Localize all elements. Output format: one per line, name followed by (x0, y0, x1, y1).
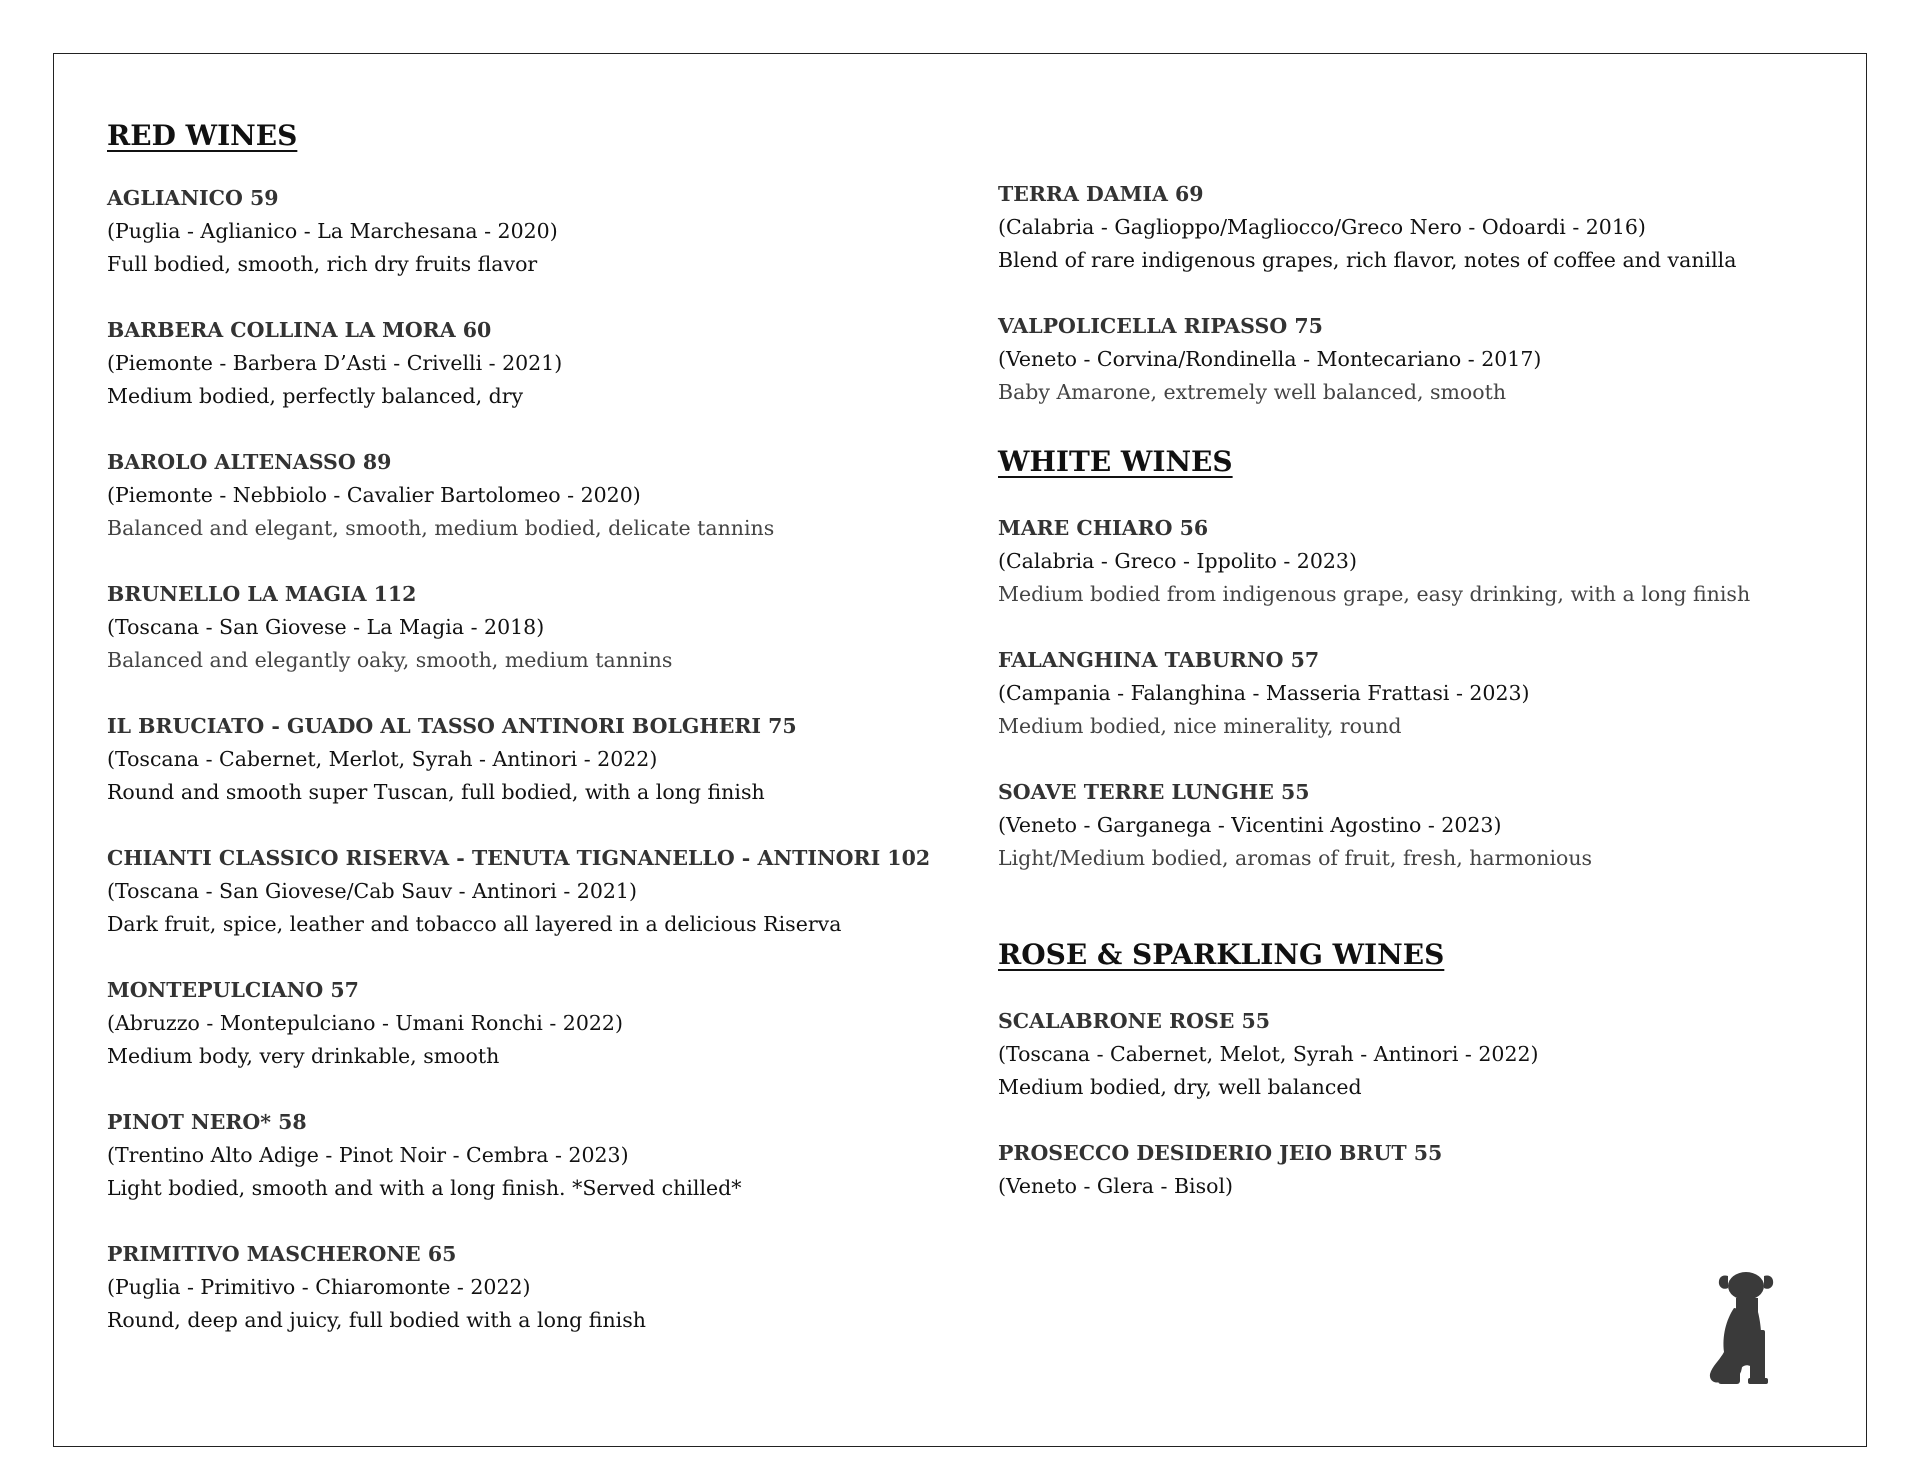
wine-name: TERRA DAMIA 69 (998, 182, 1204, 206)
wine-origin: (Calabria - Greco - Ippolito - 2023) (998, 549, 1357, 573)
wine-description: Medium bodied, nice minerality, round (998, 714, 1402, 738)
wine-name: MONTEPULCIANO 57 (107, 978, 359, 1002)
wine-name: MARE CHIARO 56 (998, 516, 1209, 540)
wine-origin: (Trentino Alto Adige - Pinot Noir - Cembra - 2023) (107, 1143, 629, 1167)
wine-name: BARBERA COLLINA LA MORA 60 (107, 318, 492, 342)
wine-description: Dark fruit, spice, leather and tobacco all layered in a delicious Riserva (107, 912, 842, 936)
wine-origin: (Veneto - Garganega - Vicentini Agostino - 2023) (998, 813, 1502, 837)
wine-origin: (Campania - Falanghina - Masseria Frattasi - 2023) (998, 681, 1530, 705)
wine-name: FALANGHINA TABURNO 57 (998, 648, 1320, 672)
wine-name: PINOT NERO* 58 (107, 1110, 307, 1134)
wine-name: SOAVE TERRE LUNGHE 55 (998, 780, 1310, 804)
wine-item (107, 1238, 987, 1337)
wine-origin: (Veneto - Glera - Bisol) (998, 1174, 1234, 1198)
wine-description: Medium bodied, dry, well balanced (998, 1075, 1362, 1099)
wine-origin: (Puglia - Aglianico - La Marchesana - 2020) (107, 219, 558, 243)
wine-item (998, 1137, 1858, 1203)
dog-icon (1706, 1270, 1786, 1386)
wine-origin: (Toscana - San Giovese - La Magia - 2018) (107, 615, 545, 639)
wine-description: Round, deep and juicy, full bodied with a long finish (107, 1308, 646, 1332)
wine-origin: (Puglia - Primitivo - Chiaromonte - 2022) (107, 1275, 531, 1299)
wine-description: Medium bodied, perfectly balanced, dry (107, 384, 524, 408)
wine-description: Round and smooth super Tuscan, full bodied, with a long finish (107, 780, 765, 804)
wine-origin: (Toscana - Cabernet, Merlot, Syrah - Antinori - 2022) (107, 747, 658, 771)
wine-name: IL BRUCIATO - GUADO AL TASSO ANTINORI BOLGHERI 75 (107, 714, 797, 738)
wine-item (998, 776, 1858, 875)
wine-description: Light bodied, smooth and with a long finish. *Served chilled* (107, 1176, 742, 1200)
wine-item (998, 512, 1858, 611)
wine-description: Baby Amarone, extremely well balanced, smooth (998, 380, 1507, 404)
wine-item (998, 644, 1858, 743)
wine-name: PROSECCO DESIDERIO JEIO BRUT 55 (998, 1141, 1443, 1165)
wine-name: BAROLO ALTENASSO 89 (107, 450, 392, 474)
wine-description: Light/Medium bodied, aromas of fruit, fresh, harmonious (998, 846, 1593, 870)
wine-description: Balanced and elegantly oaky, smooth, medium tannins (107, 648, 673, 672)
wine-item (107, 314, 987, 413)
wine-origin: (Calabria - Gaglioppo/Magliocco/Greco Nero - Odoardi - 2016) (998, 215, 1646, 239)
wine-origin: (Toscana - San Giovese/Cab Sauv - Antinori - 2021) (107, 879, 637, 903)
wine-item (107, 710, 987, 809)
wine-origin: (Veneto - Corvina/Rondinella - Montecariano - 2017) (998, 347, 1542, 371)
wine-item (107, 974, 987, 1073)
right-column (998, 178, 1858, 1236)
wine-description: Blend of rare indigenous grapes, rich flavor, notes of coffee and vanilla (998, 248, 1737, 272)
left-column (107, 116, 987, 1370)
wine-description: Medium body, very drinkable, smooth (107, 1044, 500, 1068)
wine-origin: (Piemonte - Nebbiolo - Cavalier Bartolomeo - 2020) (107, 483, 641, 507)
wine-item (107, 446, 987, 545)
wine-item (998, 1005, 1858, 1104)
wine-item (998, 178, 1858, 277)
wine-description: Medium bodied from indigenous grape, easy drinking, with a long finish (998, 582, 1751, 606)
rose-sparkling-wines-title: ROSE & SPARKLING WINES (998, 938, 1445, 971)
wine-item (107, 578, 987, 677)
wine-name: VALPOLICELLA RIPASSO 75 (998, 314, 1323, 338)
wine-name: PRIMITIVO MASCHERONE 65 (107, 1242, 457, 1266)
wine-origin: (Piemonte - Barbera D’Asti - Crivelli - 2021) (107, 351, 563, 375)
red-wines-title: RED WINES (107, 119, 298, 152)
wine-item (998, 310, 1858, 409)
wine-item (107, 842, 987, 941)
wine-name: CHIANTI CLASSICO RISERVA - TENUTA TIGNANELLO - ANTINORI 102 (107, 846, 931, 870)
wine-name: AGLIANICO 59 (107, 186, 279, 210)
wine-item (107, 182, 987, 281)
wine-name: BRUNELLO LA MAGIA 112 (107, 582, 417, 606)
wine-description: Full bodied, smooth, rich dry fruits flavor (107, 252, 538, 276)
wine-origin: (Toscana - Cabernet, Melot, Syrah - Antinori - 2022) (998, 1042, 1539, 1066)
wine-description: Balanced and elegant, smooth, medium bodied, delicate tannins (107, 516, 775, 540)
white-wines-title: WHITE WINES (998, 445, 1233, 478)
wine-name: SCALABRONE ROSE 55 (998, 1009, 1271, 1033)
wine-item (107, 1106, 987, 1205)
wine-origin: (Abruzzo - Montepulciano - Umani Ronchi - 2022) (107, 1011, 623, 1035)
